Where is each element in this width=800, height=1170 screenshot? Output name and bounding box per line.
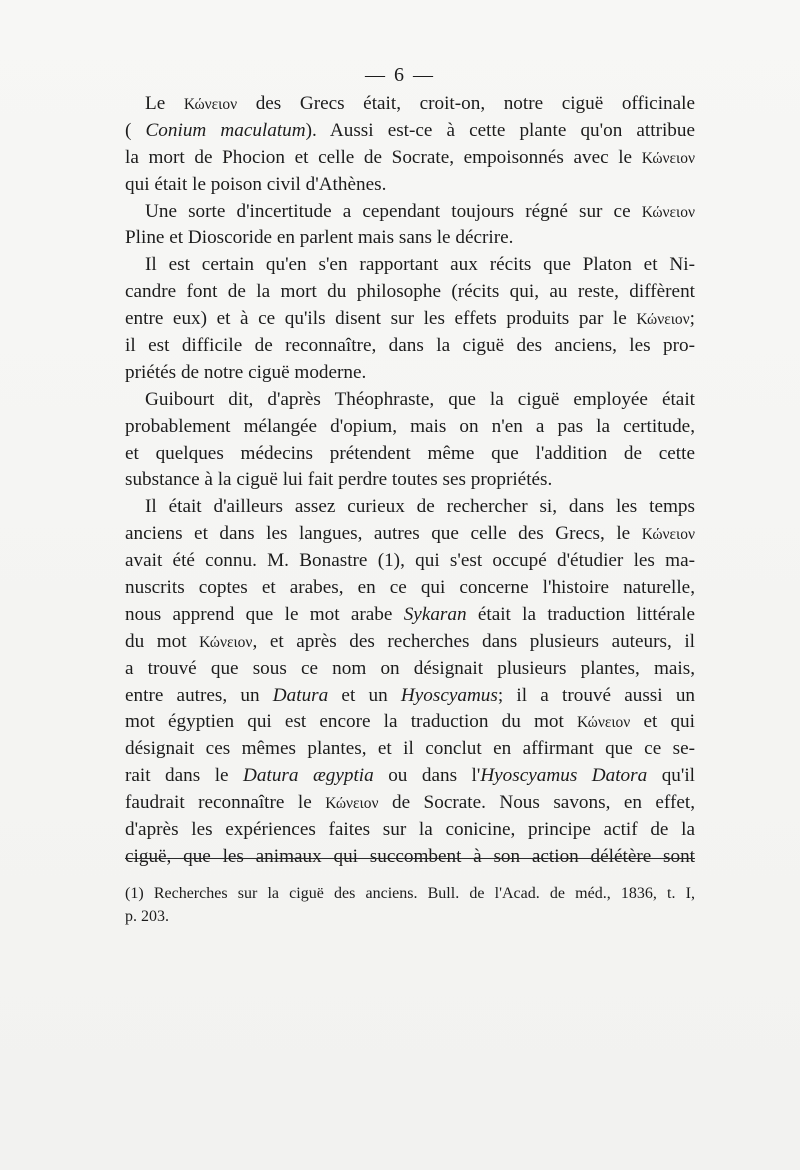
text-line: du mot Κώνειον, et après des recherches dans plusieurs auteurs, il	[125, 630, 695, 652]
body-text	[125, 91, 695, 871]
footnote-divider	[125, 858, 695, 859]
text-line: ciguë, que les animaux qui succombent à son action délétère sont	[125, 845, 695, 867]
footnote-line: (1) Recherches sur la ciguë des anciens. Bull. de l'Acad. de méd., 1836, t. I,	[125, 885, 695, 902]
text-line: entre autres, un Datura et un Hyoscyamus; il a trouvé aussi un	[125, 684, 696, 706]
text-line: Il est certain qu'en s'en rapportant aux récits que Platon et Ni-	[145, 254, 695, 276]
text-line: mot égyptien qui est encore la traduction du mot Κώνειον et qui	[125, 711, 695, 733]
text-line: a trouvé que sous ce nom on désignait plusieurs plantes, mais,	[125, 657, 695, 679]
text-line: d'après les expériences faites sur la conicine, principe actif de la	[125, 819, 695, 841]
text-line: candre font de la mort du philosophe (récits qui, au reste, diffèrent	[125, 281, 695, 303]
text-line: probablement mélangée d'opium, mais on n'en a pas la certitude,	[125, 415, 695, 437]
text-line: désignait ces mêmes plantes, et il conclut en affirmant que ce se-	[125, 738, 695, 760]
text-line: anciens et dans les langues, autres que celle des Grecs, le Κώνειον	[125, 523, 695, 545]
text-line: Il était d'ailleurs assez curieux de rechercher si, dans les temps	[145, 496, 695, 518]
text-line: Le Κώνειον des Grecs était, croit-on, notre ciguë officinale	[145, 93, 695, 114]
footnote	[125, 882, 695, 928]
footnote-line: p. 203.	[125, 908, 169, 925]
text-line: la mort de Phocion et celle de Socrate, empoisonnés avec le Κώνειον	[125, 146, 695, 168]
text-line: nuscrits coptes et arabes, en ce qui concerne l'histoire naturelle,	[125, 577, 695, 599]
text-line: Une sorte d'incertitude a cependant toujours régné sur ce Κώνειον	[145, 200, 695, 222]
text-line: entre eux) et à ce qu'ils disent sur les effets produits par le Κώνειον;	[125, 308, 695, 330]
text-line: il est difficile de reconnaître, dans la ciguë des anciens, les pro-	[125, 335, 695, 357]
text-line: et quelques médecins prétendent même que l'addition de cette	[125, 442, 695, 464]
text-line: qui était le poison civil d'Athènes.	[125, 173, 387, 195]
text-line: avait été connu. M. Bonastre (1), qui s'est occupé d'étudier les ma-	[125, 550, 695, 572]
text-line: faudrait reconnaître le Κώνειον de Socrate. Nous savons, en effet,	[125, 792, 696, 814]
text-line: Guibourt dit, d'après Théophraste, que la ciguë employée était	[145, 388, 695, 410]
text-line: Pline et Dioscoride en parlent mais sans le décrire.	[125, 227, 514, 249]
text-line: rait dans le Datura ægyptia ou dans l'Hyoscyamus Datora qu'il	[125, 765, 696, 787]
text-line: ( Conium maculatum). Aussi est-ce à cette plante qu'on attribue	[125, 119, 695, 141]
text-line: priétés de notre ciguë moderne.	[125, 361, 367, 383]
page-number: — 6 —	[365, 64, 435, 86]
text-line: nous apprend que le mot arabe Sykaran était la traduction littérale	[125, 603, 695, 625]
text-line: substance à la ciguë lui fait perdre toutes ses propriétés.	[125, 469, 553, 491]
